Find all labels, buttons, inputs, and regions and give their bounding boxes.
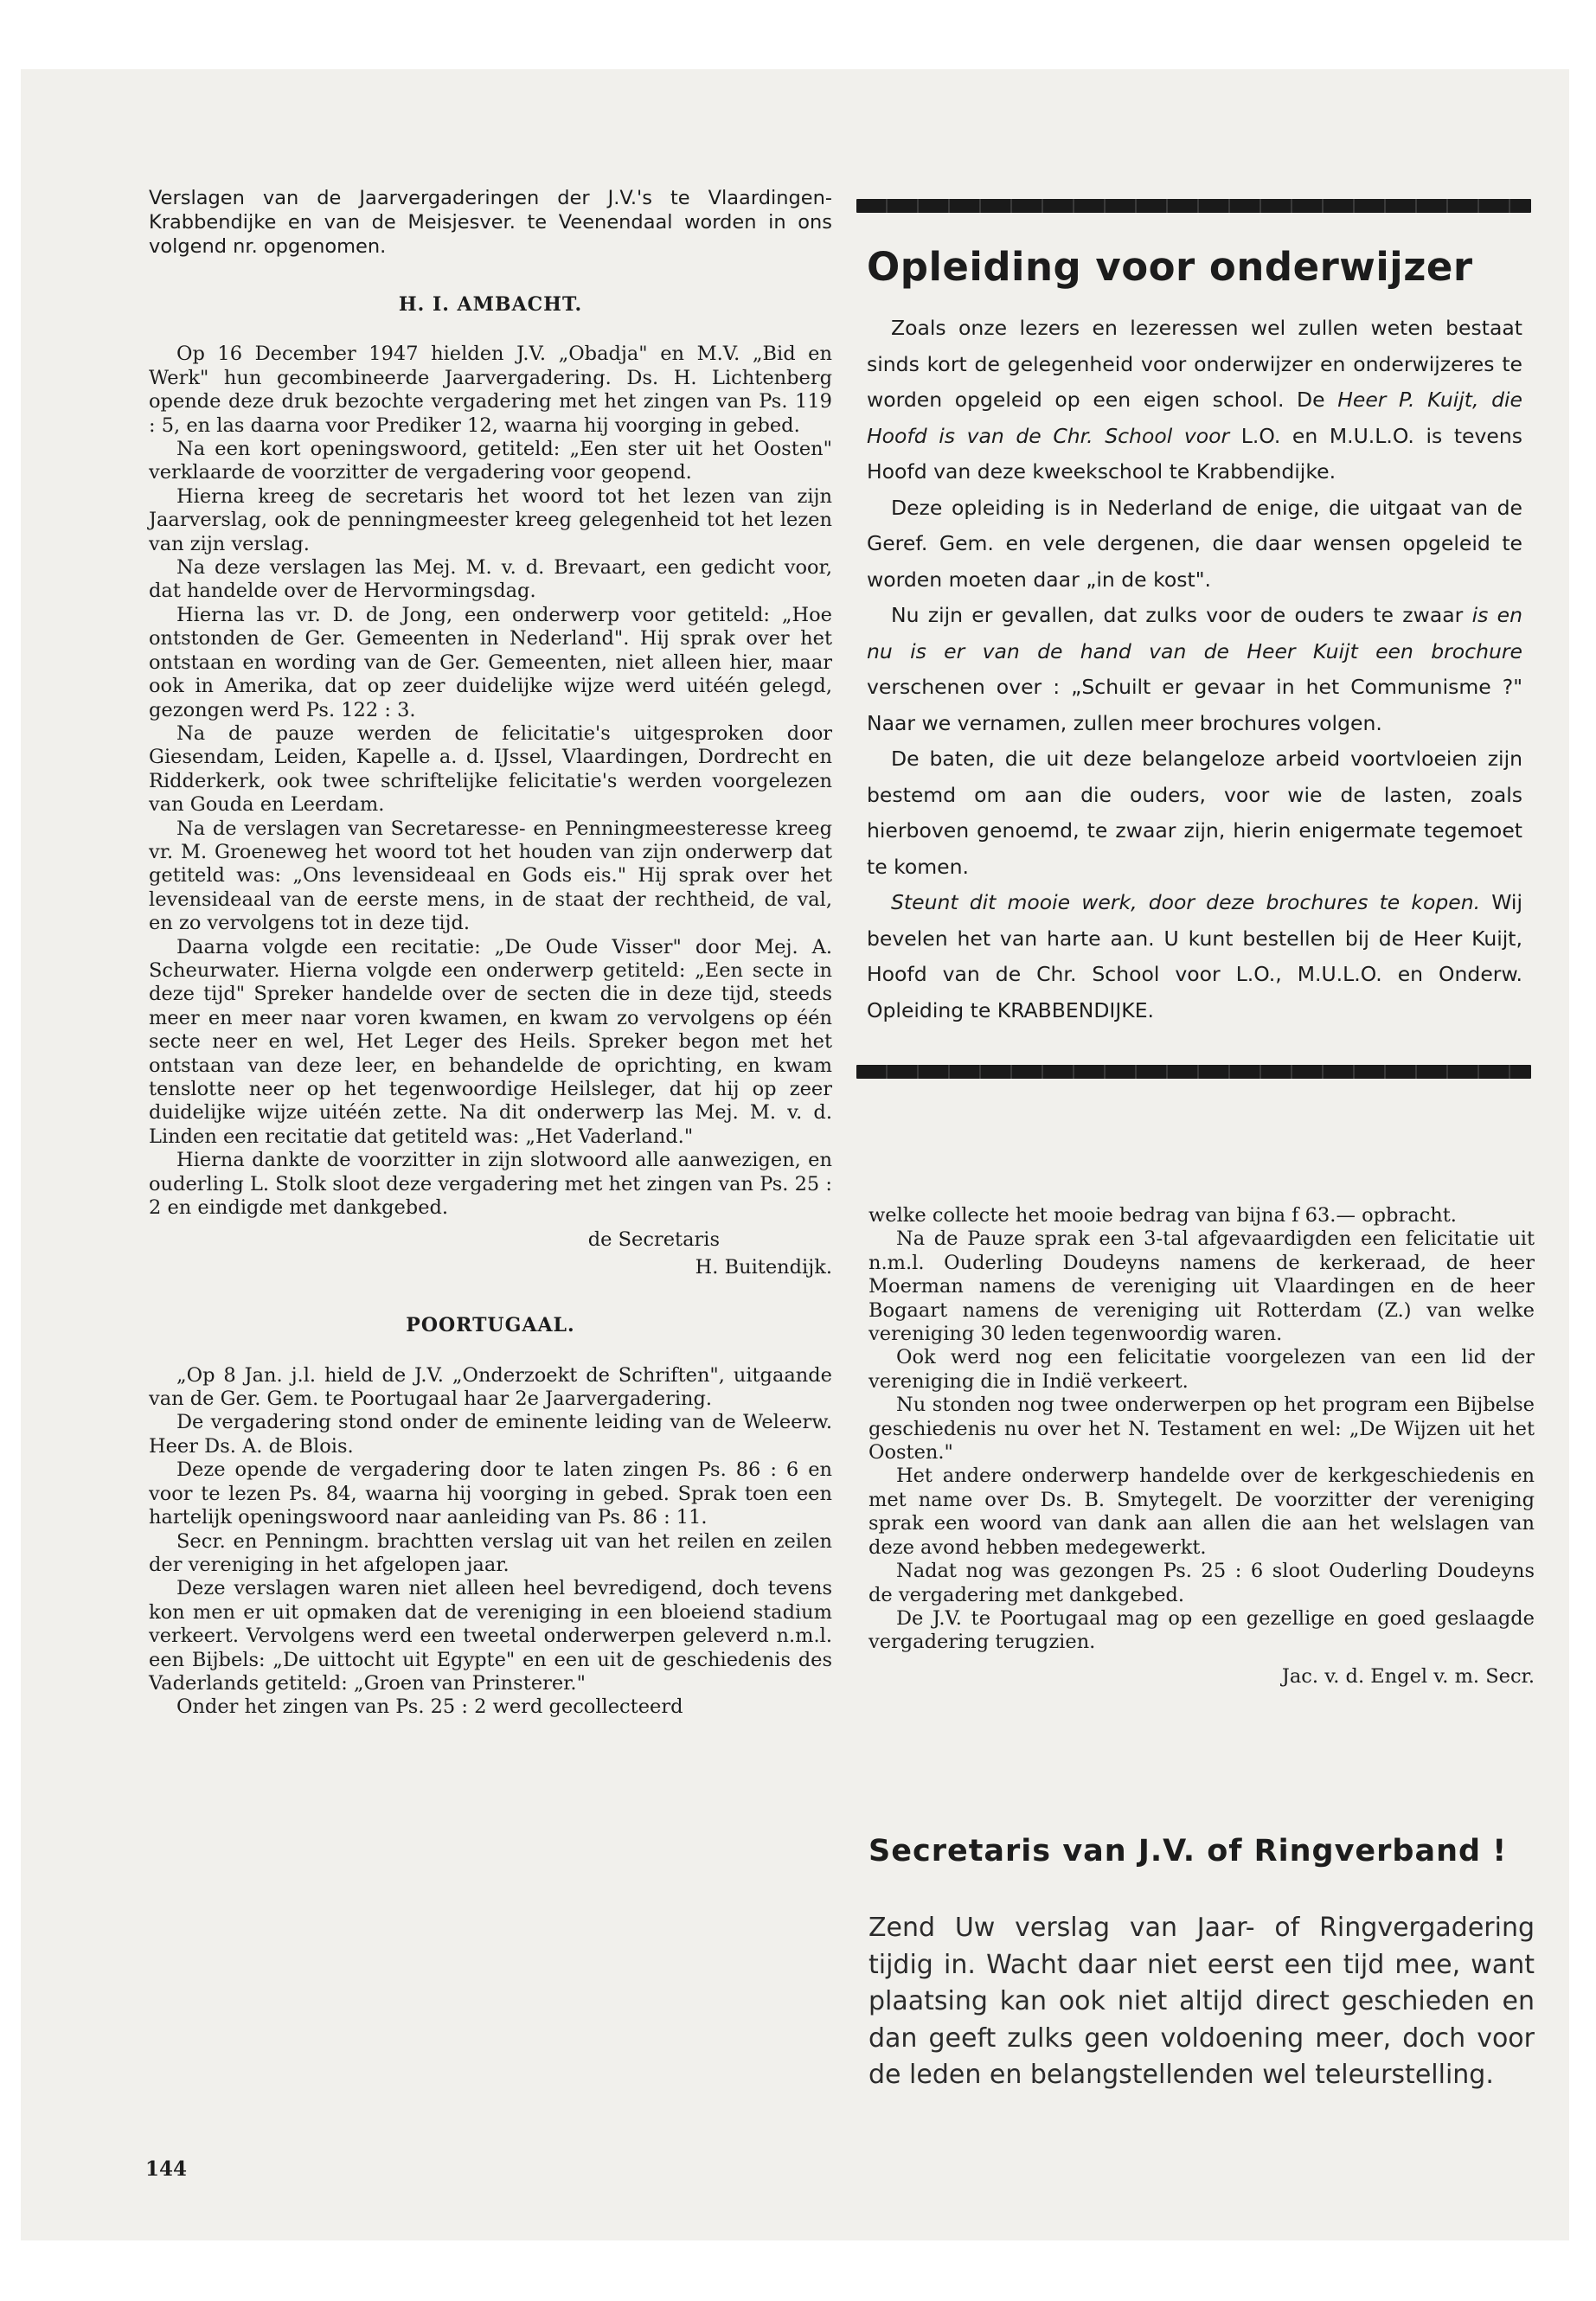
notice-text: Zend Uw verslag van Jaar- of Ringvergadering tijdig in. Wacht daar niet eerst een tijd mee, want plaatsing kan ook niet altijd direct geschieden en dan geeft zulks geen voldoening meer, doch voor de leden en belangstellenden wel teleurstelling. bbox=[869, 1913, 1535, 2090]
left-column bbox=[149, 186, 832, 1720]
paragraph: Hierna dankte de voorzitter in zijn slotwoord alle aanwezigen, en ouderling L. Stolk sloot deze vergadering met het zingen van Ps. 25 : 2 en eindigde met dankgebed. bbox=[149, 1149, 832, 1220]
paragraph: Na de Pauze sprak een 3-tal afgevaardigden een felicitatie uit n.m.l. Ouderling Doudeyns namens de kerkeraad, de heer Moerman namens de vereniging uit Vlaardingen en de heer Bogaart namens de vereniging uit Rotterdam (Z.) van welke vereniging 30 leden tegenwoordig waren. bbox=[869, 1227, 1535, 1346]
paragraph: De vergadering stond onder de eminente leiding van de Weleerw. Heer Ds. A. de Blois. bbox=[149, 1411, 832, 1458]
bottom-rule bbox=[856, 1065, 1531, 1079]
box-paragraph-5: Steunt dit mooie werk, door deze brochures te kopen. Wij bevelen het van harte aan. U kunt bestellen bij de Heer Kuijt, Hoofd van de Chr. School voor L.O., M.U.L.O. en Onderw. Opleiding te KRABBENDIJKE. bbox=[867, 890, 1522, 1022]
report-continuation bbox=[869, 1204, 1535, 1689]
paragraph: Daarna volgde een recitatie: „De Oude Visser" door Mej. A. Scheurwater. Hierna volgde een onderwerp getiteld: „Een secte in deze tijd" Spreker handelde over de secten die in deze tijd, steeds meer en meer naar voren kwamen, en kwam zo vervolgens op één secte neer en wel, Het Leger des Heils. Spreker begon met het ontstaan van deze leer, en behandelde de oprichting, en kwam tenslotte neer op het tegenwoordige Heilsleger, dat hij op zeer duidelijke wijze uitéén zette. Na dit onderwerp las Mej. M. v. d. Linden een recitatie dat getiteld was: „Het Vaderland." bbox=[149, 935, 832, 1148]
paragraph: Na de verslagen van Secretaresse- en Penningmeesteresse kreeg vr. M. Groeneweg het woord tot het houden van zijn onderwerp dat getiteld was: „Ons levensideaal en Gods eis." Hij sprak over het levensideaal van de eerste mens, in de staat der rechtheid, de val, en zo vervolgens tot in deze tijd. bbox=[149, 817, 832, 935]
paragraph: Hierna kreeg de secretaris het woord tot het lezen van zijn Jaarverslag, ook de penningmeester kreeg gelegenheid tot het lezen van zijn verslag. bbox=[149, 484, 832, 555]
section-heading-poortugaal: POORTUGAAL. bbox=[406, 1314, 575, 1337]
paragraph: welke collecte het mooie bedrag van bijna f 63.— opbracht. bbox=[869, 1204, 1457, 1227]
box-paragraph-3: Nu zijn er gevallen, dat zulks voor de ouders te zwaar is en nu is er van de hand van de Heer Kuijt een brochure verschenen over : „Schuilt er gevaar in het Communisme ?" Naar we vernamen, zullen meer brochures volgen. bbox=[867, 603, 1522, 735]
magazine-page bbox=[21, 69, 1569, 2240]
paragraph: Het andere onderwerp handelde over de kerkgeschiedenis en met name over Ds. B. Smytegelt. De voorzitter der vereniging sprak een woord van dank aan allen die aan het welslagen van deze avond hebben medegewerkt. bbox=[869, 1465, 1535, 1559]
signature-role: de Secretaris bbox=[587, 1228, 720, 1252]
paragraph: Op 16 December 1947 hielden J.V. „Obadja" en M.V. „Bid en Werk" hun gecombineerde Jaarvergadering. Ds. H. Lichtenberg opende deze druk bezochte vergadering met het zingen van Ps. 119 : 5, en las daarna voor Prediker 12, waarna hij voorging in gebed. bbox=[149, 343, 832, 437]
page-number: 144 bbox=[145, 2157, 188, 2181]
paragraph: De J.V. te Poortugaal mag op een gezellige en goed geslaagde vergadering terugzien. bbox=[869, 1606, 1535, 1654]
paragraph: Na een kort openingswoord, getiteld: „Een ster uit het Oosten" verklaarde de voorzitter de vergadering voor geopend. bbox=[149, 438, 832, 484]
notice-title: Secretaris van J.V. of Ringverband ! bbox=[869, 1834, 1508, 1868]
section-heading-ambacht: H. I. AMBACHT. bbox=[398, 293, 583, 316]
paragraph: Deze verslagen waren niet alleen heel bevredigend, doch tevens kon men er uit opmaken dat de vereniging in een bloeiend stadium verkeert. Vervolgens werd een tweetal onderwerpen geleverd n.m.l. een Bijbels: „De uittocht uit Egypte" en een uit de geschiedenis des Vaderlands getiteld: „Groen van Prinsterer." bbox=[149, 1577, 832, 1695]
box-paragraph-4: De baten, die uit deze belangeloze arbeid voortvloeien zijn bestemd om aan die ouders, voor wie de lasten, zoals hierboven genoemd, te zwaar zijn, hierin enigermate tegemoet te komen. bbox=[867, 747, 1522, 879]
top-rule bbox=[856, 199, 1531, 213]
paragraph: Deze opende de vergadering door te laten zingen Ps. 86 : 6 en voor te lezen Ps. 84, waarna hij voorging in gebed. Sprak toen een hartelijk openingswoord naar aanleiding van Ps. 86 : 11. bbox=[149, 1458, 832, 1529]
box-paragraph-2: Deze opleiding is in Nederland de enige, die uitgaat van de Geref. Gem. en vele dergenen, die daar wensen opgeleid te worden moeten daar „in de kost". bbox=[867, 495, 1522, 592]
signature-name: H. Buitendijk. bbox=[695, 1255, 832, 1279]
paragraph: Nu stonden nog twee onderwerpen op het program een Bijbelse geschiedenis nu over het N. Testament en wel: „De Wijzen uit het Oosten." bbox=[869, 1394, 1535, 1465]
signature: Jac. v. d. Engel v. m. Secr. bbox=[1281, 1664, 1535, 1688]
paragraph: Hierna las vr. D. de Jong, een onderwerp voor getiteld: „Hoe ontstonden de Ger. Gemeenten in Nederland". Hij sprak over het ontstaan en wording van de Ger. Gemeenten, niet alleen hier, maar ook in Amerika, dat op zeer duidelijke wijze werd uitéén gelegd, gezongen werd Ps. 122 : 3. bbox=[149, 603, 832, 721]
paragraph: Ook werd nog een felicitatie voorgelezen van een lid der vereniging die in Indië verkeert. bbox=[869, 1346, 1535, 1393]
box-title: Opleiding voor onderwijzer bbox=[867, 244, 1473, 290]
paragraph: Onder het zingen van Ps. 25 : 2 werd gecollecteerd bbox=[176, 1695, 683, 1719]
paragraph: Nadat nog was gezongen Ps. 25 : 6 sloot Ouderling Doudeyns de vergadering met dankgebed. bbox=[869, 1560, 1535, 1606]
paragraph: Secr. en Penningm. brachtten verslag uit van het reilen en zeilen der vereniging in het afgelopen jaar. bbox=[149, 1529, 832, 1576]
box-text bbox=[856, 311, 1531, 1029]
intro-note: Verslagen van de Jaarvergaderingen der J.V.'s te Vlaardingen-Krabbendijke en van de Meisjesver. te Veenendaal worden in ons volgend nr. opgenomen. bbox=[149, 187, 832, 258]
teacher-training-box bbox=[856, 199, 1531, 1079]
paragraph: Na deze verslagen las Mej. M. v. d. Brevaart, een gedicht voor, dat handelde over de Hervormingsdag. bbox=[149, 556, 832, 603]
box-paragraph-1: Zoals onze lezers en lezeressen wel zullen weten bestaat sinds kort de gelegenheid voor onderwijzer en onderwijzeres te worden opgeleid op een eigen school. De Heer P. Kuijt, die Hoofd is van de Chr. School voor L.O. en M.U.L.O. is tevens Hoofd van deze kweekschool te Krabbendijke. bbox=[867, 316, 1522, 484]
paragraph: „Op 8 Jan. j.l. hield de J.V. „Onderzoekt de Schriften", uitgaande van de Ger. Gem. te Poortugaal haar 2e Jaarvergadering. bbox=[149, 1363, 832, 1411]
paragraph: Na de pauze werden de felicitatie's uitgesproken door Giesendam, Leiden, Kapelle a. d. IJssel, Vlaardingen, Dordrecht en Ridderkerk, ook twee schriftelijke felicitatie's werden voorgelezen van Gouda en Leerdam. bbox=[149, 721, 832, 817]
